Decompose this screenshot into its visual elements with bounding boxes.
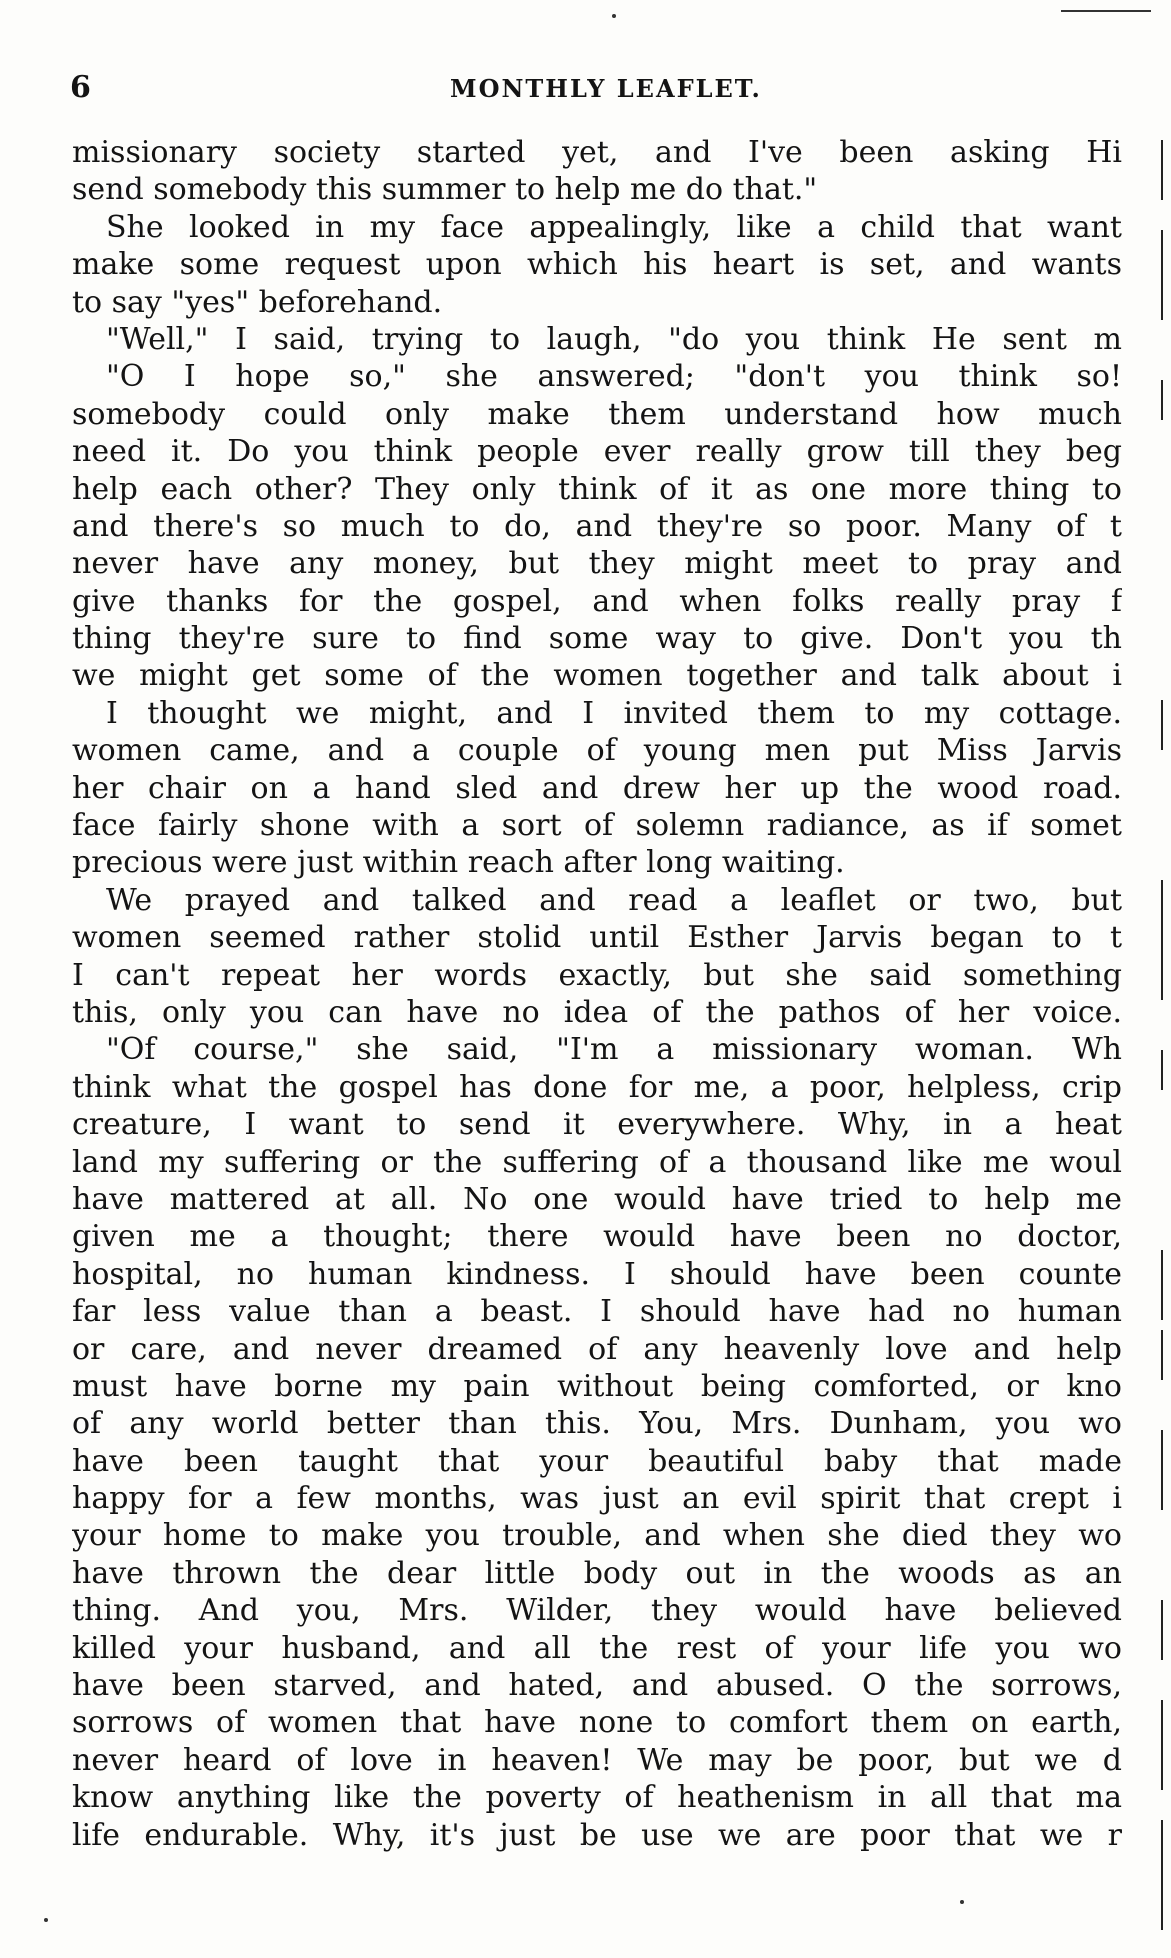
text-line: killed your husband, and all the rest of your life you wo (72, 1630, 1122, 1666)
text-line: face fairly shone with a sort of solemn radiance, as if somet (72, 808, 1122, 844)
text-line: we might get some of the women together and talk about i (72, 658, 1122, 694)
text-line: never have any money, but they might meet to pray and (72, 546, 1122, 582)
text-line: think what the gospel has done for me, a poor, helpless, crip (72, 1069, 1122, 1105)
text-line: never heard of love in heaven! We may be poor, but we d (72, 1742, 1122, 1778)
text-line: have thrown the dear little body out in the woods as an (72, 1555, 1122, 1591)
text-line: or care, and never dreamed of any heavenly love and help (72, 1331, 1122, 1367)
text-line: women seemed rather stolid until Esther Jarvis began to t (72, 920, 1122, 956)
running-title: MONTHLY LEAFLET. (450, 74, 762, 103)
text-line: We prayed and talked and read a leaflet or two, but (106, 882, 1122, 918)
text-line: make some request upon which his heart is set, and wants (72, 247, 1122, 283)
text-line: need it. Do you think people ever really grow till they beg (72, 434, 1122, 470)
text-line: far less value than a beast. I should have had no human (72, 1294, 1122, 1330)
ink-speck (960, 1900, 964, 1904)
text-line: precious were just within reach after long waiting. (72, 845, 845, 881)
page-number: 6 (70, 70, 91, 105)
text-line: must have borne my pain without being comforted, or kno (72, 1368, 1122, 1404)
text-line: missionary society started yet, and I've been asking Hi (72, 135, 1122, 170)
text-line: happy for a few months, was just an evil spirit that crept i (72, 1481, 1122, 1517)
text-line: sorrows of women that have none to comfort them on earth, (72, 1705, 1122, 1741)
text-line: have been starved, and hated, and abused. O the sorrows, (72, 1668, 1122, 1704)
text-line: give thanks for the gospel, and when folks really pray f (72, 583, 1122, 619)
text-line: thing they're sure to find some way to give. Don't you th (72, 621, 1122, 657)
text-line: her chair on a hand sled and drew her up the wood road. (72, 770, 1122, 806)
text-line: land my suffering or the suffering of a thousand like me woul (72, 1144, 1122, 1180)
text-line: life endurable. Why, it's just be use we are poor that we r (72, 1817, 1122, 1853)
text-line: "O I hope so," she answered; "don't you think so! (106, 359, 1122, 395)
text-line: and there's so much to do, and they're so poor. Many of t (72, 508, 1122, 544)
page-edge-binding (1141, 0, 1171, 1958)
text-line: help each other? They only think of it as one more thing to (72, 471, 1122, 507)
text-line: "Well," I said, trying to laugh, "do you think He sent m (106, 321, 1122, 357)
text-line: send somebody this summer to help me do that." (72, 172, 818, 208)
text-line: creature, I want to send it everywhere. Why, in a heat (72, 1107, 1122, 1143)
page-header (70, 70, 1110, 110)
text-line: have been taught that your beautiful baby that made (72, 1443, 1122, 1479)
text-line: thing. And you, Mrs. Wilder, they would have believed (72, 1593, 1122, 1629)
text-line: hospital, no human kindness. I should have been counte (72, 1256, 1122, 1292)
corner-ink-mark (1061, 10, 1151, 12)
text-line: know anything like the poverty of heathenism in all that ma (72, 1780, 1122, 1816)
text-line: have mattered at all. No one would have tried to help me (72, 1181, 1122, 1217)
text-line: She looked in my face appealingly, like a child that want (106, 209, 1122, 245)
text-line: I thought we might, and I invited them to my cottage. (106, 695, 1122, 731)
text-line: of any world better than this. You, Mrs. Dunham, you wo (72, 1406, 1122, 1442)
text-line: "Of course," she said, "I'm a missionary woman. Wh (106, 1032, 1122, 1068)
text-line: somebody could only make them understand how much (72, 396, 1122, 432)
text-line: I can't repeat her words exactly, but she said something (72, 957, 1122, 993)
ink-speck (44, 1918, 48, 1922)
text-line: to say "yes" beforehand. (72, 284, 443, 320)
text-line: this, only you can have no idea of the pathos of her voice. (72, 994, 1122, 1030)
text-line: given me a thought; there would have been no doctor, (72, 1219, 1122, 1255)
text-line: women came, and a couple of young men put Miss Jarvis (72, 733, 1122, 769)
ink-speck (612, 14, 616, 18)
text-line: your home to make you trouble, and when she died they wo (72, 1518, 1122, 1554)
body-text (72, 134, 1122, 1854)
